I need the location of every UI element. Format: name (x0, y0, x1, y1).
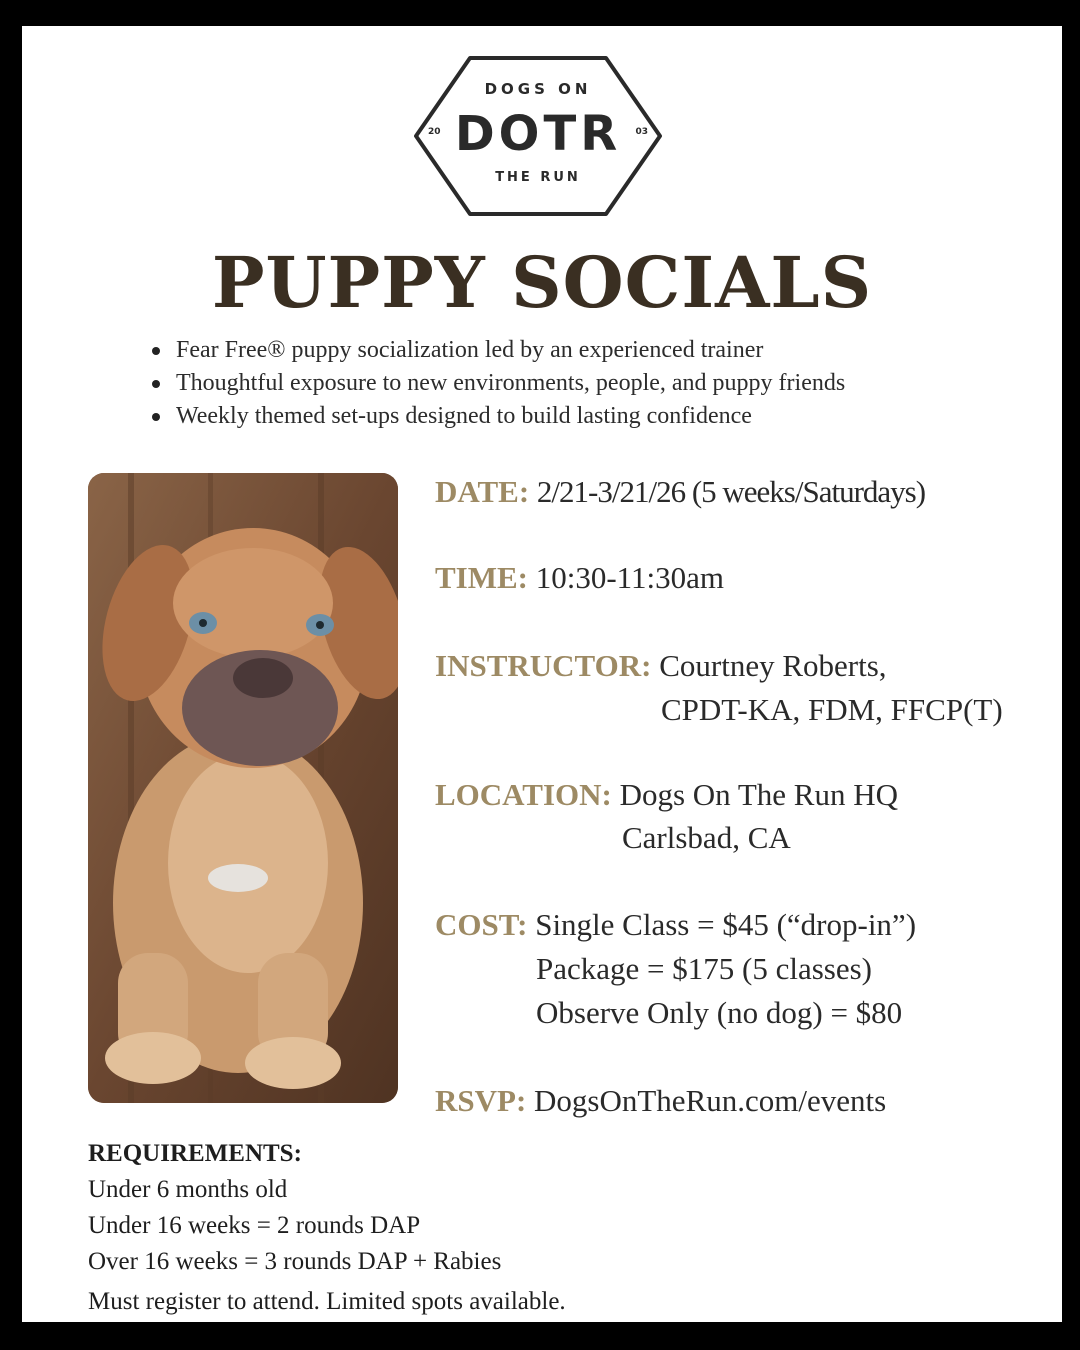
instructor-credentials: CPDT-KA, FDM, FFCP(T) (661, 692, 1003, 727)
flyer-card (22, 26, 1062, 1322)
requirements-section (88, 1136, 566, 1320)
feature-list (152, 334, 845, 433)
feature-text: Thoughtful exposure to new environments, people, and puppy friends (176, 370, 846, 396)
rsvp-row (435, 1083, 886, 1119)
requirement-item: Under 6 months old (88, 1176, 288, 1203)
instructor-label: INSTRUCTOR: (435, 648, 652, 683)
logo-year-left: 20 (428, 127, 441, 137)
puppy-illustration-icon (88, 473, 398, 1103)
registration-note: Must register to attend. Limited spots available. (88, 1288, 566, 1315)
logo-top-text: DOGS ON (484, 80, 592, 98)
feature-text: Weekly themed set-ups designed to build lasting confidence (176, 403, 752, 429)
feature-item (152, 400, 845, 433)
rsvp-link[interactable]: DogsOnTheRun.com/events (534, 1083, 887, 1118)
time-value: 10:30-11:30am (535, 560, 725, 595)
location-city: Carlsbad, CA (622, 820, 791, 855)
time-row (435, 560, 724, 596)
bullet-icon (152, 413, 160, 421)
feature-item (152, 367, 845, 400)
logo-main-text: DOTR (454, 106, 622, 162)
requirement-item: Under 16 weeks = 2 rounds DAP (88, 1212, 421, 1239)
page-title: PUPPY SOCIALS (211, 241, 873, 324)
requirements-title: REQUIREMENTS: (88, 1140, 302, 1167)
bullet-icon (152, 347, 160, 355)
feature-item (152, 334, 845, 367)
feature-text: Fear Free® puppy socialization led by an experienced trainer (176, 337, 764, 363)
logo-bottom-text: THE RUN (495, 170, 581, 185)
location-value: Dogs On The Run HQ (619, 777, 899, 812)
requirement-item: Over 16 weeks = 3 rounds DAP + Rabies (88, 1248, 502, 1275)
location-row (435, 777, 898, 813)
cost-line: Single Class = $45 (“drop-in”) (535, 907, 917, 942)
cost-row (435, 907, 916, 943)
date-row (435, 474, 925, 510)
instructor-row (435, 648, 887, 684)
date-label: DATE: (435, 474, 530, 509)
bullet-icon (152, 380, 160, 388)
location-label: LOCATION: (435, 777, 612, 812)
rsvp-label: RSVP: (435, 1083, 527, 1118)
puppy-photo (88, 473, 398, 1103)
time-label: TIME: (435, 560, 528, 595)
cost-label: COST: (435, 907, 528, 942)
date-value: 2/21-3/21/26 (5 weeks/Saturdays) (536, 474, 926, 509)
cost-line: Package = $175 (5 classes) (536, 951, 872, 986)
instructor-value: Courtney Roberts, (659, 648, 887, 683)
logo-year-right: 03 (635, 127, 648, 137)
dotr-logo (412, 54, 664, 218)
cost-line: Observe Only (no dog) = $80 (536, 995, 903, 1030)
